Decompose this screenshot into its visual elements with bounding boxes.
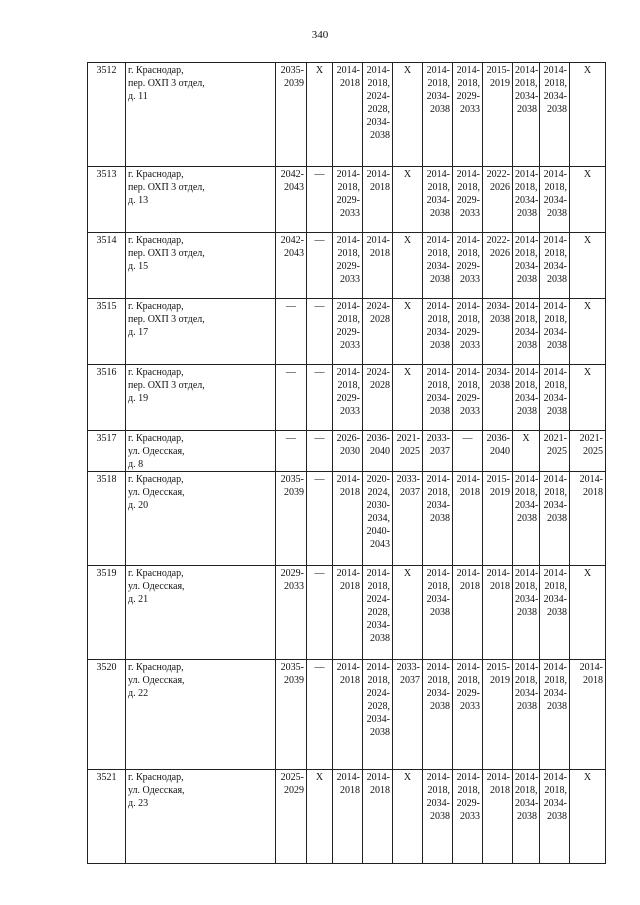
repair-period-cell: 2014- 2018, 2034- 2038 <box>540 299 570 365</box>
repair-period-cell: 2014- 2018, 2034- 2038 <box>513 167 540 233</box>
repair-period-cell: X <box>307 63 333 167</box>
housing-repair-schedule-table <box>87 62 606 864</box>
repair-period-cell: 2014- 2018, 2034- 2038 <box>540 63 570 167</box>
repair-period-cell: 2033- 2037 <box>423 431 453 472</box>
repair-period-cell: 2025- 2029 <box>276 770 307 864</box>
table-row <box>88 299 606 365</box>
repair-period-cell: 2021- 2025 <box>393 431 423 472</box>
repair-period-cell: 2014- 2018, 2029- 2033 <box>453 770 483 864</box>
repair-period-cell: 2021- 2025 <box>570 431 606 472</box>
repair-period-cell: 2014- 2018, 2024- 2028, 2034- 2038 <box>363 63 393 167</box>
repair-period-cell: 2014- 2018 <box>570 472 606 566</box>
repair-period-cell: 2014- 2018, 2034- 2038 <box>513 365 540 431</box>
repair-period-cell: 2014- 2018 <box>483 770 513 864</box>
repair-period-cell: 2014- 2018 <box>570 660 606 770</box>
table-row <box>88 63 606 167</box>
repair-period-cell: 2042- 2043 <box>276 167 307 233</box>
repair-period-cell: — <box>307 566 333 660</box>
repair-period-cell: X <box>570 167 606 233</box>
table-row <box>88 566 606 660</box>
repair-period-cell: 2014- 2018, 2029- 2033 <box>453 660 483 770</box>
row-number: 3521 <box>88 770 126 864</box>
repair-period-cell: 2036- 2040 <box>483 431 513 472</box>
repair-period-cell: — <box>276 365 307 431</box>
repair-period-cell: — <box>307 431 333 472</box>
repair-period-cell: 2033- 2037 <box>393 472 423 566</box>
repair-period-cell: 2014- 2018 <box>453 472 483 566</box>
repair-period-cell: 2015- 2019 <box>483 660 513 770</box>
repair-period-cell: 2014- 2018, 2034- 2038 <box>513 472 540 566</box>
repair-period-cell: — <box>307 233 333 299</box>
repair-period-cell: 2015- 2019 <box>483 472 513 566</box>
repair-period-cell: — <box>276 299 307 365</box>
repair-period-cell: 2014- 2018, 2034- 2038 <box>423 167 453 233</box>
address-cell: г. Краснодар, пер. ОХП 3 отдел, д. 15 <box>126 233 276 299</box>
repair-period-cell: 2014- 2018, 2034- 2038 <box>513 63 540 167</box>
address-cell: г. Краснодар, пер. ОХП 3 отдел, д. 13 <box>126 167 276 233</box>
repair-period-cell: 2024- 2028 <box>363 365 393 431</box>
repair-period-cell: 2014- 2018, 2034- 2038 <box>513 233 540 299</box>
row-number: 3515 <box>88 299 126 365</box>
repair-period-cell: 2014- 2018, 2034- 2038 <box>423 472 453 566</box>
repair-period-cell: X <box>570 566 606 660</box>
repair-period-cell: 2014- 2018, 2029- 2033 <box>453 63 483 167</box>
table-row <box>88 472 606 566</box>
repair-period-cell: 2035- 2039 <box>276 472 307 566</box>
table-row <box>88 431 606 472</box>
repair-period-cell: X <box>570 299 606 365</box>
repair-period-cell: X <box>570 770 606 864</box>
repair-period-cell: 2014- 2018, 2034- 2038 <box>423 63 453 167</box>
repair-period-cell: 2022- 2026 <box>483 233 513 299</box>
address-cell: г. Краснодар, ул. Одесская, д. 23 <box>126 770 276 864</box>
repair-period-cell: — <box>307 472 333 566</box>
repair-period-cell: 2014- 2018, 2034- 2038 <box>540 770 570 864</box>
repair-period-cell: 2014- 2018, 2034- 2038 <box>540 365 570 431</box>
repair-period-cell: 2014- 2018 <box>363 770 393 864</box>
repair-period-cell: 2035- 2039 <box>276 660 307 770</box>
repair-period-cell: 2014- 2018, 2034- 2038 <box>540 472 570 566</box>
address-cell: г. Краснодар, ул. Одесская, д. 20 <box>126 472 276 566</box>
repair-period-cell: 2014- 2018, 2034- 2038 <box>540 233 570 299</box>
repair-period-cell: 2014- 2018 <box>333 770 363 864</box>
repair-period-cell: 2014- 2018 <box>333 566 363 660</box>
repair-period-cell: — <box>276 431 307 472</box>
repair-period-cell: 2020- 2024, 2030- 2034, 2040- 2043 <box>363 472 393 566</box>
repair-period-cell: 2014- 2018, 2029- 2033 <box>333 365 363 431</box>
address-cell: г. Краснодар, пер. ОХП 3 отдел, д. 11 <box>126 63 276 167</box>
repair-period-cell: 2014- 2018 <box>483 566 513 660</box>
repair-period-cell: 2014- 2018, 2034- 2038 <box>513 660 540 770</box>
repair-period-cell: 2014- 2018, 2034- 2038 <box>423 299 453 365</box>
repair-period-cell: X <box>570 233 606 299</box>
repair-period-cell: 2014- 2018, 2034- 2038 <box>513 770 540 864</box>
repair-period-cell: — <box>307 167 333 233</box>
repair-period-cell: 2014- 2018, 2034- 2038 <box>540 566 570 660</box>
row-number: 3513 <box>88 167 126 233</box>
page-number: 340 <box>311 29 329 41</box>
address-cell: г. Краснодар, ул. Одесская, д. 21 <box>126 566 276 660</box>
address-cell: г. Краснодар, ул. Одесская, д. 8 <box>126 431 276 472</box>
repair-period-cell: 2014- 2018 <box>363 167 393 233</box>
repair-period-cell: X <box>393 365 423 431</box>
repair-period-cell: 2014- 2018 <box>333 660 363 770</box>
repair-period-cell: X <box>393 566 423 660</box>
repair-period-cell: 2014- 2018, 2034- 2038 <box>513 299 540 365</box>
repair-period-cell: 2014- 2018, 2029- 2033 <box>333 167 363 233</box>
repair-period-cell: 2034- 2038 <box>483 365 513 431</box>
repair-period-cell: 2014- 2018, 2029- 2033 <box>453 365 483 431</box>
repair-period-cell: 2014- 2018, 2024- 2028, 2034- 2038 <box>363 566 393 660</box>
row-number: 3520 <box>88 660 126 770</box>
repair-period-cell: 2042- 2043 <box>276 233 307 299</box>
repair-period-cell: 2014- 2018, 2029- 2033 <box>453 233 483 299</box>
row-number: 3514 <box>88 233 126 299</box>
row-number: 3512 <box>88 63 126 167</box>
table-row <box>88 660 606 770</box>
repair-period-cell: 2014- 2018, 2029- 2033 <box>333 233 363 299</box>
row-number: 3516 <box>88 365 126 431</box>
repair-period-cell: 2015- 2019 <box>483 63 513 167</box>
repair-period-cell: 2014- 2018, 2034- 2038 <box>423 770 453 864</box>
repair-period-cell: X <box>570 365 606 431</box>
repair-period-cell: — <box>307 365 333 431</box>
repair-period-cell: 2014- 2018, 2034- 2038 <box>540 167 570 233</box>
repair-period-cell: 2026- 2030 <box>333 431 363 472</box>
address-cell: г. Краснодар, ул. Одесская, д. 22 <box>126 660 276 770</box>
repair-period-cell: 2034- 2038 <box>483 299 513 365</box>
repair-period-cell: 2014- 2018, 2034- 2038 <box>423 660 453 770</box>
address-cell: г. Краснодар, пер. ОХП 3 отдел, д. 17 <box>126 299 276 365</box>
repair-period-cell: X <box>393 63 423 167</box>
repair-period-cell: 2014- 2018, 2034- 2038 <box>423 566 453 660</box>
repair-period-cell: 2024- 2028 <box>363 299 393 365</box>
table-row <box>88 770 606 864</box>
repair-period-cell: 2029- 2033 <box>276 566 307 660</box>
repair-period-cell: — <box>307 660 333 770</box>
repair-period-cell: 2022- 2026 <box>483 167 513 233</box>
repair-period-cell: 2014- 2018 <box>453 566 483 660</box>
table-row <box>88 233 606 299</box>
repair-period-cell: 2035- 2039 <box>276 63 307 167</box>
repair-period-cell: 2014- 2018, 2034- 2038 <box>540 660 570 770</box>
repair-period-cell: X <box>393 299 423 365</box>
repair-period-cell: 2014- 2018 <box>333 472 363 566</box>
repair-period-cell: 2014- 2018, 2029- 2033 <box>453 167 483 233</box>
repair-period-cell: X <box>393 233 423 299</box>
repair-period-cell: X <box>393 167 423 233</box>
row-number: 3519 <box>88 566 126 660</box>
address-cell: г. Краснодар, пер. ОХП 3 отдел, д. 19 <box>126 365 276 431</box>
repair-period-cell: — <box>307 299 333 365</box>
repair-period-cell: X <box>393 770 423 864</box>
repair-period-cell: X <box>307 770 333 864</box>
repair-period-cell: 2033- 2037 <box>393 660 423 770</box>
repair-period-cell: X <box>570 63 606 167</box>
repair-period-cell: 2014- 2018, 2034- 2038 <box>513 566 540 660</box>
repair-period-cell: 2014- 2018 <box>333 63 363 167</box>
repair-period-cell: 2014- 2018, 2034- 2038 <box>423 233 453 299</box>
repair-period-cell: 2014- 2018, 2034- 2038 <box>423 365 453 431</box>
row-number: 3518 <box>88 472 126 566</box>
table-row <box>88 365 606 431</box>
table-row <box>88 167 606 233</box>
repair-period-cell: 2014- 2018, 2029- 2033 <box>453 299 483 365</box>
row-number: 3517 <box>88 431 126 472</box>
repair-period-cell: 2036- 2040 <box>363 431 393 472</box>
repair-period-cell: 2014- 2018, 2029- 2033 <box>333 299 363 365</box>
repair-period-cell: 2021- 2025 <box>540 431 570 472</box>
repair-period-cell: — <box>453 431 483 472</box>
repair-period-cell: 2014- 2018, 2024- 2028, 2034- 2038 <box>363 660 393 770</box>
repair-period-cell: 2014- 2018 <box>363 233 393 299</box>
repair-period-cell: X <box>513 431 540 472</box>
